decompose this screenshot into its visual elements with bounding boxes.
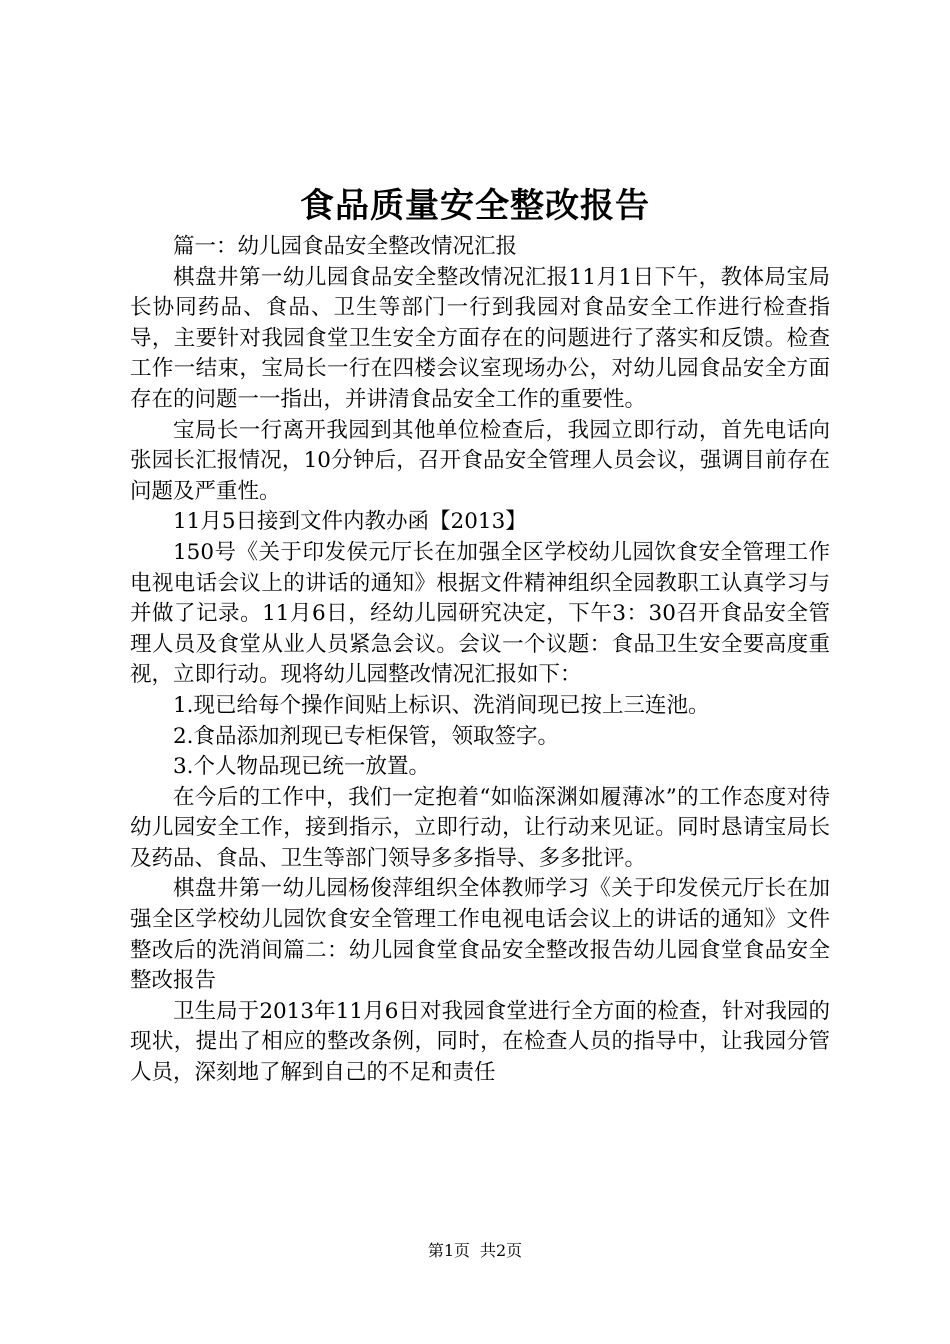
paragraph: 棋盘井第一幼儿园食品安全整改情况汇报11月1日下午，教体局宝局长协同药品、食品、卫生等部门一行到我园对食品安全工作进行检查指导，主要针对我园食堂卫生安全方面存在的问题进行了落实和反馈。检查工作一结束，宝局长一行在四楼会议室现场办公，对幼儿园食品安全方面存在的问题一一指出，并讲清食品安全工作的重要性。 bbox=[130, 264, 830, 412]
paragraph: 在今后的工作中，我们一定抱着“如临深渊如履薄冰”的工作态度对待幼儿园安全工作，接到指示，立即行动，让行动来见证。同时恳请宝局长及药品、食品、卫生等部门领导多多指导、多多批评。 bbox=[130, 784, 830, 871]
list-item: 3.个人物品现已统一放置。 bbox=[173, 754, 431, 780]
document-body bbox=[130, 232, 830, 1089]
document-title: 食品质量安全整改报告 bbox=[300, 186, 650, 226]
list-item: 2.食品添加剂现已专柜保管，领取签字。 bbox=[173, 723, 560, 749]
paragraph: 11月5日接到文件内教办函【2013】 bbox=[173, 509, 527, 535]
paragraph: 150号《关于印发侯元厅长在加强全区学校幼儿园饮食安全管理工作电视电话会议上的讲话的通知》根据文件精神组织全园教职工认真学习与并做了记录。11月6日，经幼儿园研究决定，下午3：30召开食品安全管理人员及食堂从业人员紧急会议。会议一个议题：食品卫生安全要高度重视，立即行动。现将幼儿园整改情况汇报如下： bbox=[130, 539, 830, 688]
paragraph: 宝局长一行离开我园到其他单位检查后，我园立即行动，首先电话向张园长汇报情况，10分钟后，召开食品安全管理人员会议，强调目前存在问题及严重性。 bbox=[130, 417, 830, 504]
paragraph: 卫生局于2013年11月6日对我园食堂进行全方面的检查，针对我园的现状，提出了相应的整改条例，同时，在检查人员的指导中，让我园分管人员，深刻地了解到自己的不足和责任 bbox=[130, 998, 830, 1086]
page-total: 共2页 bbox=[480, 1241, 523, 1260]
paragraph-section-heading: 篇一：幼儿园食品安全整改情况汇报 bbox=[173, 234, 518, 259]
page-footer bbox=[0, 1239, 950, 1263]
paragraph: 棋盘井第一幼儿园杨俊萍组织全体教师学习《关于印发侯元厅长在加强全区学校幼儿园饮食安全管理工作电视电话会议上的讲话的通知》文件整改后的洗消间篇二：幼儿园食堂食品安全整改报告幼儿园食堂食品安全整改报告 bbox=[130, 876, 830, 994]
list-item: 1.现已给每个操作间贴上标识、洗消间现已按上三连池。 bbox=[173, 692, 710, 718]
page-number: 第1页 bbox=[427, 1241, 470, 1260]
